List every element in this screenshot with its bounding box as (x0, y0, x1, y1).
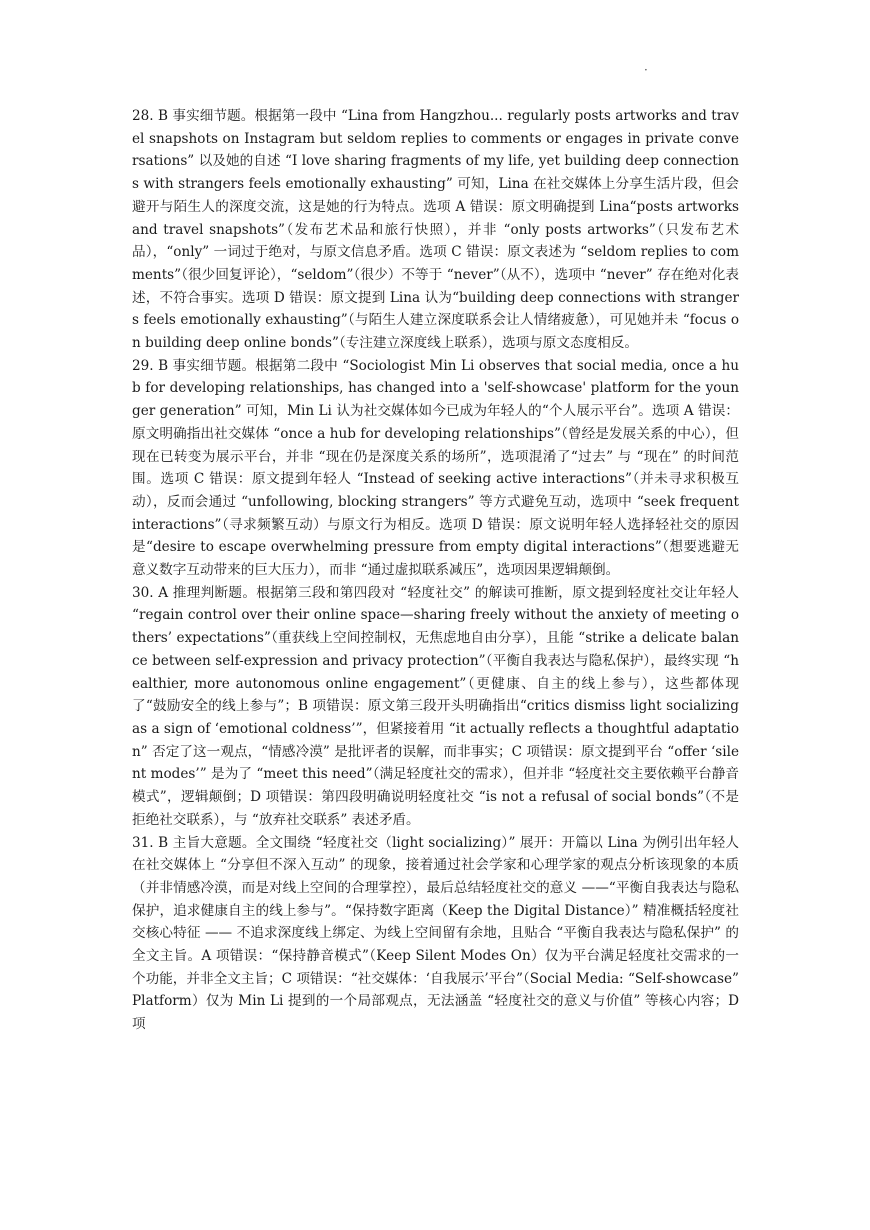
answer-explanations (132, 105, 739, 1036)
explanation-29: 29. B 事实细节题。根据第二段中 “Sociologist Min Li observes that social media, once a hub for developing relationships, has changed into a 'self-showcase' platform for the younger generation” 可知，Min Li 认为社交媒体如今已成为年轻人的“个人展示平台”。选项 A 错误：原文明确指出社交媒体 “once a hub for developing relationships”（曾经是发展关系的中心），但现在已转变为展示平台，并非 “现在仍是深度关系的场所”，选项混淆了“过去” 与 “现在” 的时间范围。选项 C 错误：原文提到年轻人 “Instead of seeking active interactions”（并未寻求积极互动），反而会通过 “unfollowing, blocking strangers” 等方式避免互动，选项中 “seek frequent interactions”（寻求频繁互动）与原文行为相反。选项 D 错误：原文说明年轻人选择轻社交的原因是“desire to escape overwhelming pressure from empty digital interactions”（想要逃避无意义数字互动带来的巨大压力），而非 “通过虚拟联系减压”，选项因果逻辑颠倒。 (132, 357, 739, 579)
header-mark: · (644, 63, 648, 77)
explanation-31: 31. B 主旨大意题。全文围绕 “轻度社交（light socializing）” 展开：开篇以 Lina 为例引出年轻人在社交媒体上 “分享但不深入互动” 的现象，接着通过社会学家和心理学家的观点分析该现象的本质（并非情感冷漠，而是对线上空间的合理掌控），最后总结轻度社交的意义 ——“平衡自我表达与隐私保护，追求健康自主的线上参与”。“保持数字距离（Keep the Digital Distance）” 精准概括轻度社交核心特征 —— 不追求深度线上绑定、为线上空间留有余地，且贴合 “平衡自我表达与隐私保护” 的全文主旨。A 项错误：“保持静音模式”（Keep Silent Modes On）仅为平台满足轻度社交需求的一个功能，并非全文主旨；C 项错误：“社交媒体：‘自我展示’平台”（Social Media: “Self-showcase” Platform）仅为 Min Li 提到的一个局部观点，无法涵盖 “轻度社交的意义与价值” 等核心内容；D 项 (132, 834, 739, 1033)
explanation-28: 28. B 事实细节题。根据第一段中 “Lina from Hangzhou... regularly posts artworks and travel snapshots on Instagram but seldom replies to comments or engages in private conversations” 以及她的自述 “I love sharing fragments of my life, yet building deep connections with strangers feels emotionally exhausting” 可知，Lina 在社交媒体上分享生活片段，但会避开与陌生人的深度交流，这是她的行为特点。选项 A 错误：原文明确提到 Lina“posts artworks and travel snapshots”（发布艺术品和旅行快照），并非 “only posts artworks”（只发布艺术品），“only” 一词过于绝对，与原文信息矛盾。选项 C 错误：原文表述为 “seldom replies to comments”（很少回复评论），“seldom”（很少）不等于 “never”（从不），选项中 “never” 存在绝对化表述，不符合事实。选项 D 错误：原文提到 Lina 认为“building deep connections with strangers feels emotionally exhausting”（与陌生人建立深度联系会让人情绪疲惫），可见她并未 “focus on building deep online bonds”（专注建立深度线上联系），选项与原文态度相反。 (132, 108, 739, 352)
explanation-30: 30. A 推理判断题。根据第三段和第四段对 “轻度社交” 的解读可推断，原文提到轻度社交让年轻人 “regain control over their online space—sharing freely without the anxiety of meeting others’ expectations”（重获线上空间控制权，无焦虑地自由分享），且能 “strike a delicate balance between self-expression and privacy protection”（平衡自我表达与隐私保护），最终实现 “healthier, more autonomous online engagement”（更健康、自主的线上参与），这些都体现了“鼓励安全的线上参与”；B 项错误：原文第三段开头明确指出“critics dismiss light socializing as a sign of ‘emotional coldness’”，但紧接着用 “it actually reflects a thoughtful adaptation” 否定了这一观点，“情感冷漠” 是批评者的误解，而非事实；C 项错误：原文提到平台 “offer ‘silent modes’” 是为了 “meet this need”（满足轻度社交的需求），但并非 “轻度社交主要依赖平台静音模式”，逻辑颠倒；D 项错误：第四段明确说明轻度社交 “is not a refusal of social bonds”（不是拒绝社交联系），与 “放弃社交联系” 表述矛盾。 (132, 584, 739, 828)
